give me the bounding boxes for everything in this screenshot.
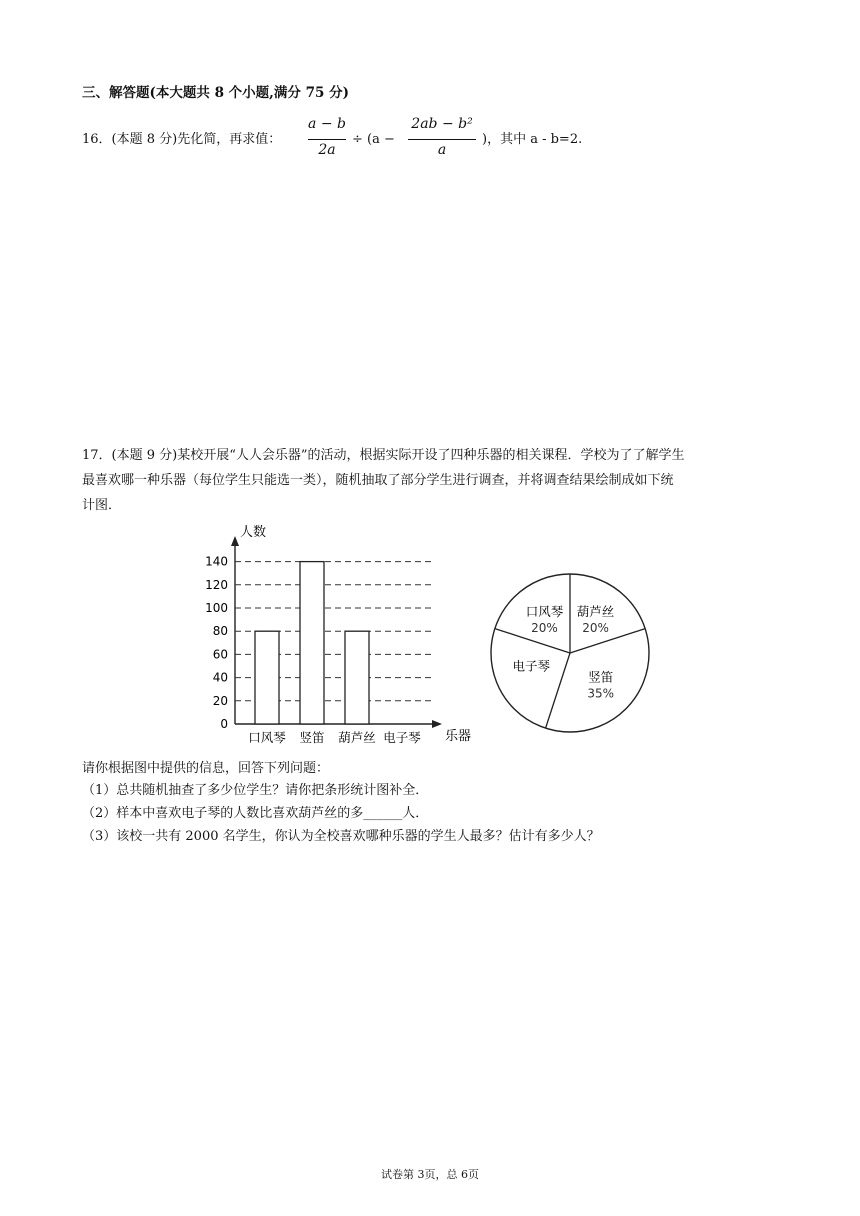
pie-slice-label: 电子琴: [512, 658, 551, 674]
pie-slice-label: 口风琴: [525, 603, 564, 619]
x-axis-arrow: [432, 720, 442, 728]
pie-slice-percent: 20%: [531, 620, 558, 635]
y-tick-label: 100: [205, 601, 228, 615]
x-category-label: 葫芦丝: [338, 730, 376, 745]
x-category-label: 口风琴: [248, 730, 286, 745]
pie-slice-percent: 20%: [582, 620, 609, 635]
section-heading: 三、解答题(本大题共 8 个小题,满分 75 分): [82, 85, 349, 101]
q16-frac2-denominator: a: [437, 142, 447, 158]
y-tick-label: 40: [212, 670, 228, 685]
q16-suffix: )，其中 a - b=2.: [482, 132, 583, 147]
pie-slice-labels: [513, 604, 615, 701]
bar: [300, 562, 324, 724]
y-tick-label: 140: [205, 554, 228, 569]
bar-chart-ticks: [205, 555, 228, 731]
bar-chart-bars: [255, 562, 369, 724]
bar: [255, 631, 279, 724]
y-tick-label: 120: [205, 577, 228, 592]
q17-sub2: （2）样本中喜欢电子琴的人数比喜欢葫芦丝的多______人．: [82, 806, 429, 821]
q17-line3: 计图．: [82, 498, 122, 513]
y-tick-label: 60: [212, 647, 228, 662]
pie-chart: [485, 568, 655, 738]
pie-slice-label: 竖笛: [588, 669, 614, 685]
pie-slice-percent: 35%: [587, 686, 615, 701]
q17-line2: 最喜欢哪一种乐器（每位学生只能选一类），随机抽取了部分学生进行调查，并将调查结果绘制成如下统: [82, 473, 674, 488]
pie-slice-label: 葫芦丝: [576, 603, 615, 619]
q16-frac2-bar: [408, 139, 476, 140]
bar-chart-categories: [248, 730, 421, 745]
bar-chart-ylabel: 人数: [240, 525, 267, 540]
q16-frac1-numerator: a − b: [308, 116, 346, 132]
q17-sub3: （3）该校一共有 2000 名学生，你认为全校喜欢哪种乐器的学生人最多？估计有多少人？: [82, 829, 600, 844]
page-footer: 试卷第 3页，总 6页: [381, 1168, 479, 1181]
pie-slice-dividers: [495, 574, 645, 728]
y-axis-arrow: [231, 536, 239, 546]
y-tick-label: 20: [212, 693, 228, 708]
q16-frac1-denominator: 2a: [318, 142, 336, 158]
bar-chart: [195, 518, 485, 750]
bar: [345, 631, 369, 724]
x-category-label: 电子琴: [383, 730, 421, 745]
q17-sub1: （1）总共随机抽查了多少位学生？请你把条形统计图补全．: [82, 783, 429, 798]
x-category-label: 竖笛: [299, 730, 325, 745]
y-tick-label: 80: [212, 624, 228, 639]
y-tick-label: 0: [220, 717, 228, 731]
bar-chart-xlabel: 乐器: [445, 729, 472, 744]
q16-prefix: 16．(本题 8 分)先化简，再求值：: [82, 132, 282, 147]
q17-line1: 17．(本题 9 分)某校开展“人人会乐器”的活动，根据实际开设了四种乐器的相关课程．学校为了了解学生: [82, 448, 685, 463]
q16-frac1-bar: [308, 139, 346, 140]
q16-middle: ÷ (a −: [352, 132, 395, 147]
q17-prompt: 请你根据图中提供的信息，回答下列问题：: [82, 761, 330, 776]
q16-frac2-numerator: 2ab − b²: [411, 116, 473, 132]
